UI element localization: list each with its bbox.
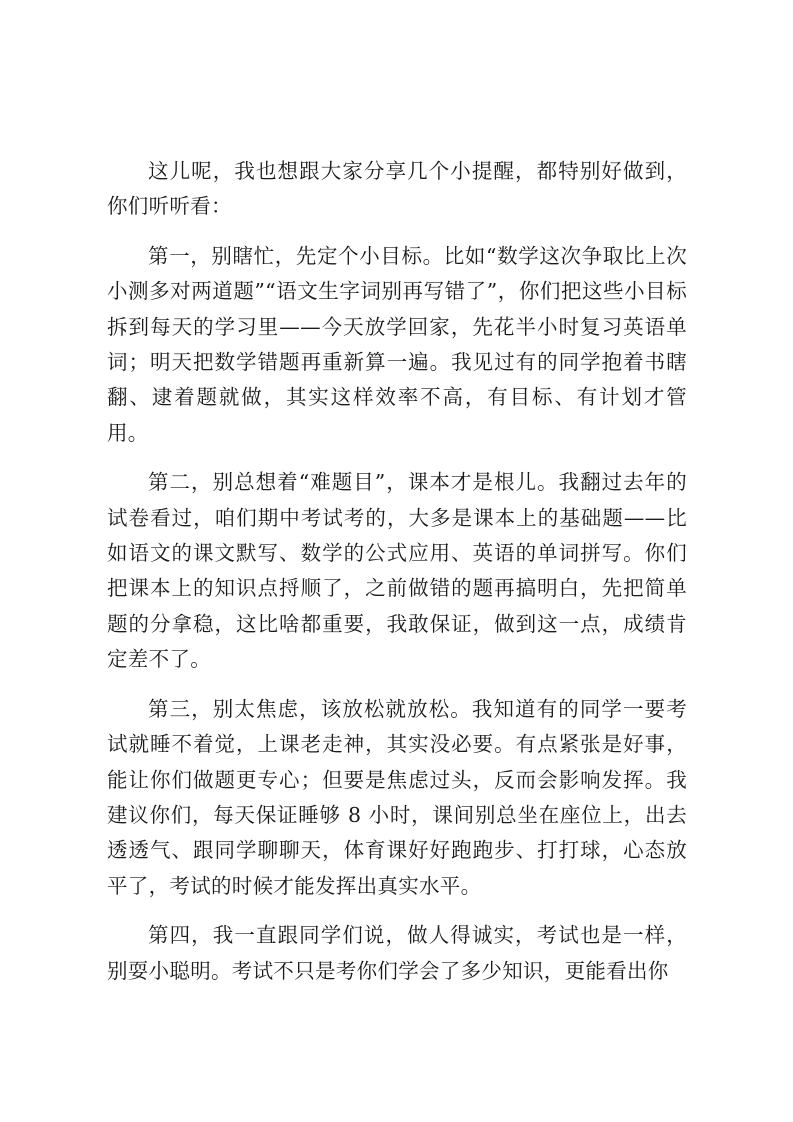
- paragraph-second-tip: 第二，别总想着“难题目”，课本才是根儿。我翻过去年的试卷看过，咱们期中考试考的，大多是课本上的基础题——比如语文的课文默写、数学的公式应用、英语的单词拼写。你们把课本上的知识点捋顺了，之前做错的题再搞明白，先把简单题的分拿稳，这比啥都重要，我敢保证，做到这一点，成绩肯定差不了。: [107, 470, 687, 672]
- document-body: [107, 154, 687, 1003]
- paragraph-first-tip: 第一，别瞎忙，先定个小目标。比如“数学这次争取比上次小测多对两道题”“语文生字词别再写错了”，你们把这些小目标拆到每天的学习里——今天放学回家，先花半小时复习英语单词；明天把数学错题再重新算一遍。我见过有的同学抱着书瞎翻、逮着题就做，其实这样效率不高，有目标、有计划才管用。: [107, 243, 687, 445]
- paragraph-fourth-tip: 第四，我一直跟同学们说，做人得诚实，考试也是一样，别耍小聪明。考试不只是考你们学会了多少知识，更能看出你: [107, 923, 687, 983]
- paragraph-third-tip: 第三，别太焦虑，该放松就放松。我知道有的同学一要考试就睡不着觉，上课老走神，其实没必要。有点紧张是好事，能让你们做题更专心；但要是焦虑过头，反而会影响发挥。我建议你们，每天保证睡够 8 小时，课间别总坐在座位上，出去透透气、跟同学聊聊天，体育课好好跑跑步、打打球，心态放平了，考试的时候才能发挥出真实水平。: [107, 696, 687, 898]
- paragraph-intro: 这儿呢，我也想跟大家分享几个小提醒，都特别好做到，你们听听看：: [107, 159, 687, 219]
